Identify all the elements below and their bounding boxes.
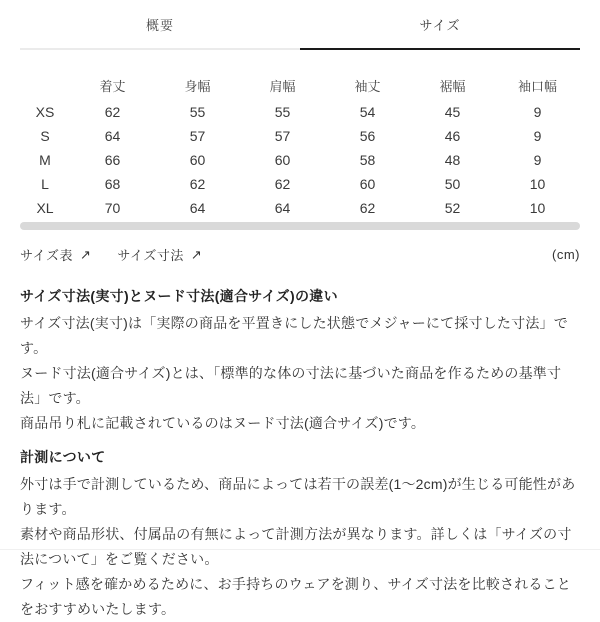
row-label: XS <box>35 104 55 120</box>
table-cell: 10 <box>529 200 546 216</box>
table-scrollbar-track <box>20 222 580 230</box>
table-cell: 55 <box>189 104 206 120</box>
table-cell: 9 <box>533 152 542 168</box>
table-cell: 60 <box>274 152 291 168</box>
table-cell: 57 <box>274 128 291 144</box>
table-cell: 60 <box>189 152 206 168</box>
table-cell: 68 <box>104 176 121 192</box>
row-label: XL <box>36 200 54 216</box>
tab-bar <box>20 0 580 50</box>
table-cell: 64 <box>274 200 291 216</box>
table-cell: 62 <box>189 176 206 192</box>
unit-label: (cm) <box>552 246 580 262</box>
table-row-xl <box>20 196 580 220</box>
size-dimensions-link-label: サイズ寸法 <box>117 247 184 263</box>
column-header-shoulder-width: 肩幅 <box>269 78 296 94</box>
size-dimensions-link[interactable] <box>117 245 202 264</box>
external-link-icon: ↗ <box>79 246 92 262</box>
section-size-dimension-difference <box>20 287 580 436</box>
tab-overview[interactable] <box>20 0 300 50</box>
table-cell: 9 <box>533 104 542 120</box>
section-paragraph: ヌード寸法(適合サイズ)とは、「標準的な体の寸法に基づいた商品を作るための基準寸法」です。 <box>20 365 562 406</box>
section-heading: 計測について <box>20 449 106 465</box>
table-row-xs <box>20 100 580 124</box>
external-link-icon: ↗ <box>190 246 203 262</box>
tab-overview-label: 概要 <box>145 17 174 33</box>
section-heading: サイズ寸法(実寸)とヌード寸法(適合サイズ)の違い <box>20 288 338 304</box>
table-cell: 50 <box>444 176 461 192</box>
row-label: L <box>41 176 49 192</box>
table-cell: 55 <box>274 104 291 120</box>
table-cell: 48 <box>444 152 461 168</box>
section-paragraph: 商品吊り札に記載されているのはヌード寸法(適合サイズ)です。 <box>20 415 426 431</box>
size-chart-link[interactable] <box>20 245 91 264</box>
section-paragraph: 素材や商品形状、付属品の有無によって計測方法が異なります。詳しくは「サイズの寸法について」をご覧ください。 <box>20 526 572 567</box>
table-header-row <box>20 70 580 100</box>
row-label: S <box>40 128 50 144</box>
size-chart-link-label: サイズ表 <box>20 247 73 263</box>
table-cell: 57 <box>189 128 206 144</box>
section-paragraph: 外寸は手で計測しているため、商品によっては若干の誤差(1〜2cm)が生じる可能性があります。 <box>20 476 576 517</box>
table-corner-cell <box>20 70 70 100</box>
table-cell: 46 <box>444 128 461 144</box>
table-cell: 10 <box>529 176 546 192</box>
column-header-body-width: 身幅 <box>184 78 211 94</box>
table-cell: 62 <box>274 176 291 192</box>
table-cell: 56 <box>359 128 376 144</box>
table-cell: 45 <box>444 104 461 120</box>
table-cell: 62 <box>359 200 376 216</box>
table-row-s <box>20 124 580 148</box>
table-cell: 52 <box>444 200 461 216</box>
column-header-sleeve-length: 袖丈 <box>354 78 381 94</box>
row-label: M <box>39 152 51 168</box>
table-cell: 64 <box>104 128 121 144</box>
table-cell: 66 <box>104 152 121 168</box>
table-row-m <box>20 148 580 172</box>
table-cell: 60 <box>359 176 376 192</box>
table-row-l <box>20 172 580 196</box>
table-cell: 70 <box>104 200 121 216</box>
tab-size-label: サイズ <box>419 17 461 33</box>
table-cell: 54 <box>359 104 376 120</box>
section-paragraph: サイズ寸法(実寸)は「実際の商品を平置きにした状態でメジャーにて採寸した寸法」です。 <box>20 315 568 356</box>
table-cell: 64 <box>189 200 206 216</box>
table-cell: 9 <box>533 128 542 144</box>
table-cell: 58 <box>359 152 376 168</box>
column-header-body-length: 着丈 <box>99 78 126 94</box>
section-about-measurement <box>20 448 580 622</box>
table-scrollbar-thumb[interactable] <box>20 222 580 230</box>
tab-size[interactable] <box>300 0 580 50</box>
column-header-hem-width: 裾幅 <box>439 78 466 94</box>
table-links-row <box>20 245 580 263</box>
section-paragraph: フィット感を確かめるために、お手持ちのウェアを測り、サイズ寸法を比較されることをおすすめいたします。 <box>20 576 571 617</box>
size-table <box>20 70 580 220</box>
table-cell: 62 <box>104 104 121 120</box>
column-header-cuff-width: 袖口幅 <box>517 78 557 94</box>
